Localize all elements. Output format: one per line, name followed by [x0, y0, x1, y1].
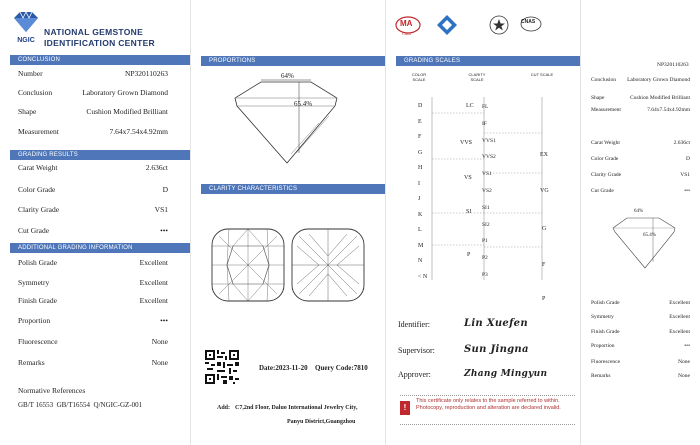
summary-conclusion-row: Conclusion Laboratory Grown Diamond [591, 77, 690, 83]
middle-panel [190, 0, 385, 445]
group-vs: VS [464, 175, 472, 181]
grading-results-header: GRADING RESULTS [10, 150, 190, 160]
summary-table-percent: 64% [634, 209, 644, 214]
diamond-logo [436, 14, 458, 36]
warning-icon: ! [400, 401, 410, 415]
summary-symmetry-row: Symmetry Excellent [591, 314, 690, 320]
supervisor-signature: Sun Jingna [464, 344, 529, 355]
cut-vg: VG [540, 188, 549, 194]
remarks-row: Remarks None [18, 358, 168, 367]
address-line2: Panyu District,Guangzhou [287, 419, 356, 425]
clarity-characteristics-header: CLARITY CHARACTERISTICS [201, 184, 385, 194]
scales-panel [385, 0, 580, 445]
pavilion-plot [289, 226, 367, 304]
summary-depth-percent: 65.4% [643, 233, 656, 238]
identifier-signature: Lin Xuefen [464, 318, 528, 329]
approver-label: Approver: [398, 370, 431, 379]
ngic-logo [10, 10, 42, 42]
summary-panel [580, 0, 700, 445]
group-p: P [467, 252, 471, 258]
cnas-logo [520, 15, 542, 35]
summary-proportion-row: Proportion ••• [591, 343, 690, 349]
notice-text: This certificate only relates to the sample referred to within. Photocopy, reproduction and alteration are declared invalid. [416, 398, 561, 411]
summary-number: NP320110263 [657, 62, 689, 68]
shape-row: Shape Cushion Modified Brilliant [18, 107, 168, 116]
group-si: SI [466, 209, 472, 215]
summary-proportion-diagram [599, 210, 689, 274]
accreditation-logos [394, 14, 574, 38]
cut-f: F [542, 262, 546, 268]
group-lc: LC [466, 103, 474, 109]
summary-clarity-row: Clarity Grade VS1 [591, 172, 690, 178]
query-code: Query Code:7810 [315, 364, 368, 372]
cut-g: G [542, 226, 547, 232]
summary-measurement-row: Measurement 7.64x7.54x4.92mm [591, 107, 690, 113]
qr-code[interactable] [205, 350, 239, 384]
depth-percent: 65.4% [294, 100, 313, 108]
proportion-row: Proportion ••• [18, 316, 168, 325]
address-label: Add: [217, 405, 231, 411]
summary-finish-row: Finish Grade Excellent [591, 329, 690, 335]
table-percent: 64% [281, 72, 294, 80]
clarity-grade-list: FL IF VVS1 VVS2 VS1 VS2 SI1 SI2 P1 P2 P3 [482, 104, 496, 278]
left-panel [0, 0, 190, 445]
supervisor-label: Supervisor: [398, 346, 435, 355]
summary-color-row: Color Grade D [591, 156, 690, 162]
summary-polish-row: Polish Grade Excellent [591, 300, 690, 306]
proportion-diagram [211, 68, 371, 180]
crown-plot [209, 226, 287, 304]
summary-remarks-row: Remarks None [591, 373, 690, 379]
org-name-line2: IDENTIFICATION CENTER [44, 38, 155, 48]
color-scale-letters: D E F G H I J K L M N < N [418, 103, 428, 280]
notice-box [400, 395, 575, 425]
proportions-header: PROPORTIONS [201, 56, 385, 66]
org-name-line1: NATIONAL GEMSTONE [44, 27, 144, 37]
conclusion-row: Conclusion Laboratory Grown Diamond [18, 88, 168, 97]
additional-header: ADDITIONAL GRADING INFORMATION [10, 243, 190, 253]
finish-row: Finish Grade Excellent [18, 296, 168, 305]
report-date: Date:2023-11-20 [259, 364, 308, 372]
normative-value: GB/T 16553 GB/T16554 Q/NGIC-GZ-001 [18, 401, 143, 409]
number-row: Number NP320110263 [18, 69, 168, 78]
color-scale-title: COLOR SCALE [411, 72, 427, 82]
cut-row: Cut Grade ••• [18, 226, 168, 235]
fluorescence-row: Fluorescence None [18, 337, 168, 346]
carat-row: Carat Weight 2.636ct [18, 163, 168, 172]
clarity-row: Clarity Grade VS1 [18, 205, 168, 214]
logo-text: NGIC [17, 37, 35, 44]
polish-row: Polish Grade Excellent [18, 258, 168, 267]
color-row: Color Grade D [18, 185, 168, 194]
clarity-scale-title: CLARITY SCALE [468, 72, 486, 82]
address-line1: C7,2nd Floor, Daluo International Jewelry City, [235, 405, 358, 411]
normative-title: Normative References [18, 386, 86, 395]
conclusion-header: CONCLUSION [10, 55, 190, 65]
summary-cut-row: Cut Grade ••• [591, 188, 690, 194]
cma-sub: CMA [402, 31, 411, 36]
cut-ex: EX [540, 152, 548, 158]
approver-signature: Zhang Mingyun [464, 369, 548, 379]
summary-carat-row: Carat Weight 2.636ct [591, 140, 690, 146]
cut-p: P [542, 296, 546, 302]
summary-shape-row: Shape Cushion Modified Brilliant [591, 95, 690, 101]
cma-mark: MA [400, 19, 413, 28]
grading-scales-header: GRADING SCALES [396, 56, 580, 66]
cut-scale-title: CUT SCALE [530, 72, 554, 77]
star-logo [489, 15, 509, 35]
identifier-label: Identifier: [398, 320, 430, 329]
cnas-mark: CNAS [521, 19, 536, 25]
symmetry-row: Symmetry Excellent [18, 278, 168, 287]
summary-fluorescence-row: Fluorescence None [591, 359, 690, 365]
measurement-row: Measurement 7.64x7.54x4.92mm [18, 127, 168, 136]
group-vvs: VVS [460, 140, 473, 146]
